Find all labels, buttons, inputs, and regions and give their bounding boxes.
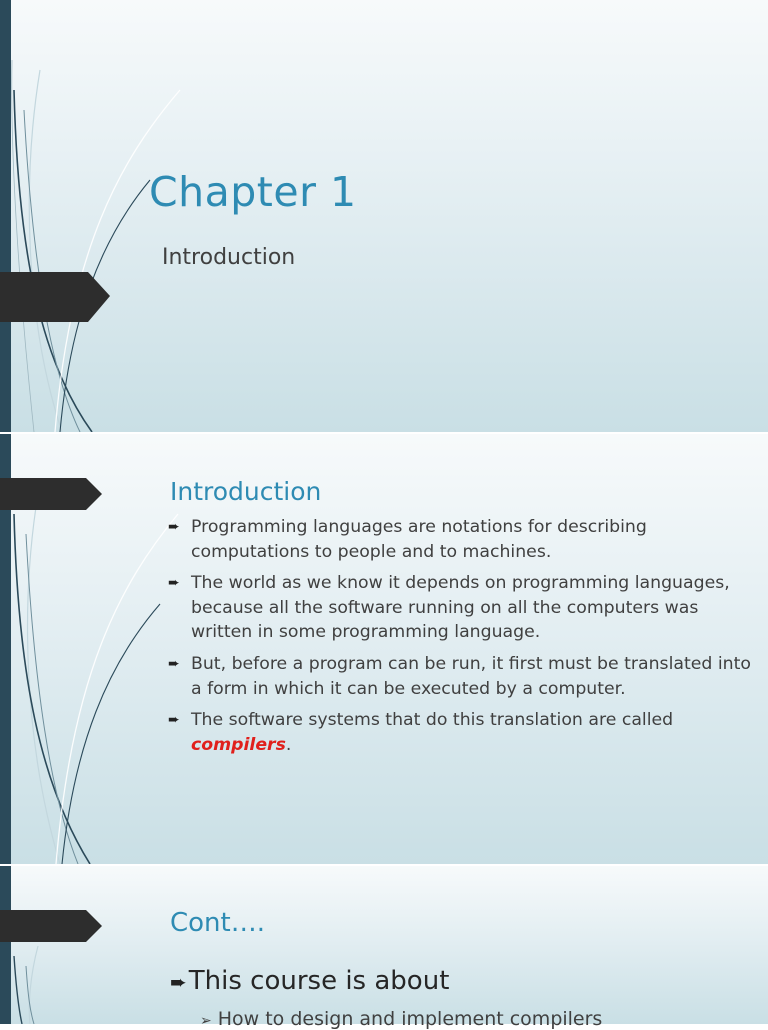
arrowhead-icon: ➢ <box>200 1013 212 1029</box>
hand-pointer-icon: ➨ <box>168 712 180 729</box>
bullet-text: But, before a program can be run, it first must be translated into a form in which it can be executed by a computer. <box>191 653 751 699</box>
decorative-swoosh-lines <box>0 0 200 432</box>
sub-bullet-item <box>200 1008 602 1030</box>
bullet-item <box>168 515 760 564</box>
slide-heading: Cont…. <box>170 908 265 938</box>
hand-pointer-icon: ➨ <box>168 519 180 535</box>
slide-arrow-tab <box>0 272 112 322</box>
bullet-item <box>168 708 760 757</box>
emphasized-term: compilers <box>191 734 286 755</box>
bullet-item <box>168 652 760 701</box>
hand-pointer-icon: ➨ <box>168 575 180 592</box>
bullet-item <box>168 571 760 645</box>
decorative-swoosh-lines <box>0 866 200 1024</box>
bullet-text: This course is about <box>188 966 450 996</box>
slide-title <box>0 0 768 432</box>
slide-continued <box>0 866 768 1024</box>
bullet-item <box>170 966 449 996</box>
bullet-text: Programming languages are notations for describing computations to people and to machines. <box>191 517 647 562</box>
slide-arrow-tab <box>0 478 104 510</box>
hand-pointer-icon: ➨ <box>170 970 187 994</box>
hand-pointer-icon: ➨ <box>168 655 180 672</box>
slide-heading: Introduction <box>170 477 322 506</box>
bullet-text: The world as we know it depends on programming languages, because all the software running on all the computers was written in some programming language. <box>191 573 730 643</box>
slide-arrow-tab <box>0 910 104 942</box>
bullet-punctuation: . <box>285 734 292 755</box>
slide-subtitle: Introduction <box>162 245 296 270</box>
bullet-list <box>168 515 760 764</box>
slide-title-heading: Chapter 1 <box>149 168 357 216</box>
bullet-text: The software systems that do this translation are called <box>191 710 674 731</box>
sub-bullet-text: How to design and implement compilers <box>217 1008 603 1030</box>
